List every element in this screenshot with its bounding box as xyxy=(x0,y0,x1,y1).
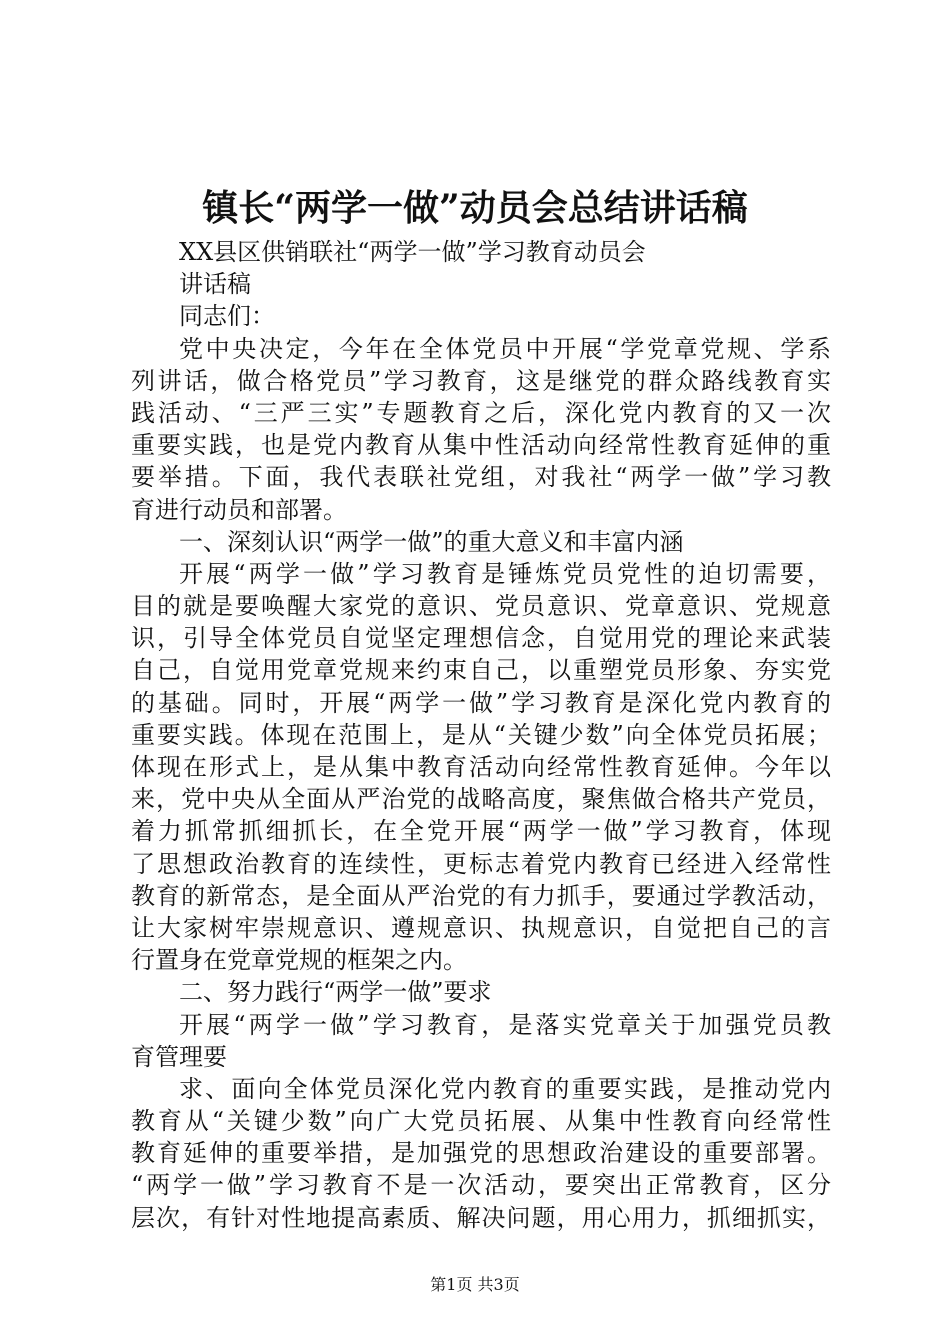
paragraph-line: 重要实践。体现在范围上，是从“关键少数”向全体党员拓展； xyxy=(131,720,831,749)
paragraph-line: 开展“两学一做”学习教育，是落实党章关于加强党员教 xyxy=(179,1010,831,1039)
paragraph-line: 目的就是要唤醒大家党的意识、党员意识、党章意识、党规意 xyxy=(131,592,831,621)
page-indicator: 第1页 共3页 xyxy=(430,1275,520,1294)
paragraph-line: 了思想政治教育的连续性，更标志着党内教育已经进入经常性 xyxy=(131,849,831,878)
paragraph-line: 层次，有针对性地提高素质、解决问题，用心用力，抓细抓实， xyxy=(131,1203,831,1232)
section-heading-1: 一、深刻认识“两学一做”的重大意义和丰富内涵 xyxy=(179,527,684,556)
paragraph-line: 教育的新常态，是全面从严治党的有力抓手，要通过学教活动， xyxy=(131,881,831,910)
paragraph-line: 来，党中央从全面从严治党的战略高度，聚焦做合格共产党员， xyxy=(131,785,831,814)
paragraph-line: 育管理要 xyxy=(131,1042,227,1071)
document-body xyxy=(131,236,831,1234)
paragraph-line: 党中央决定，今年在全体党员中开展“学党章党规、学系 xyxy=(179,334,831,363)
paragraph-line: 的基础。同时，开展“两学一做”学习教育是深化党内教育的 xyxy=(131,688,831,717)
paragraph-line: 要举措。下面，我代表联社党组，对我社“两学一做”学习教 xyxy=(131,463,831,492)
paragraph-line: 教育从“关键少数”向广大党员拓展、从集中性教育向经常性 xyxy=(131,1107,831,1136)
paragraph-line: 行置身在党章党规的框架之内。 xyxy=(131,946,467,975)
subtitle-line-1: XX县区供销联社“两学一做”学习教育动员会 xyxy=(179,238,646,266)
paragraph-line: 践活动、“三严三实”专题教育之后，深化党内教育的又一次 xyxy=(131,398,831,427)
paragraph-line: 重要实践，也是党内教育从集中性活动向经常性教育延伸的重 xyxy=(131,431,831,460)
section-heading-2: 二、努力践行“两学一做”要求 xyxy=(179,978,492,1007)
paragraph-line: 着力抓常抓细抓长，在全党开展“两学一做”学习教育，体现 xyxy=(131,817,831,846)
salutation: 同志们： xyxy=(179,302,275,331)
subtitle-line-2: 讲话稿 xyxy=(179,270,251,299)
paragraph-line: 识，引导全体党员自觉坚定理想信念，自觉用党的理论来武装 xyxy=(131,624,831,653)
paragraph-line: 自己，自觉用党章党规来约束自己，以重塑党员形象、夯实党 xyxy=(131,656,831,685)
paragraph-line: 让大家树牢崇规意识、遵规意识、执规意识，自觉把自己的言 xyxy=(131,913,831,942)
paragraph-line: 开展“两学一做”学习教育是锤炼党员党性的迫切需要， xyxy=(179,559,831,588)
paragraph-line: 求、面向全体党员深化党内教育的重要实践，是推动党内 xyxy=(179,1074,831,1103)
paragraph-line: “两学一做”学习教育不是一次活动，要突出正常教育，区分 xyxy=(131,1171,831,1200)
paragraph-line: 育进行动员和部署。 xyxy=(131,495,347,524)
paragraph-line: 体现在形式上，是从集中教育活动向经常性教育延伸。今年以 xyxy=(131,753,831,781)
document-title: 镇长“两学一做”动员会总结讲话稿 xyxy=(202,187,748,229)
paragraph-line: 列讲话，做合格党员”学习教育，这是继党的群众路线教育实 xyxy=(131,366,831,395)
paragraph-line: 教育延伸的重要举措，是加强党的思想政治建设的重要部署。 xyxy=(131,1139,831,1168)
